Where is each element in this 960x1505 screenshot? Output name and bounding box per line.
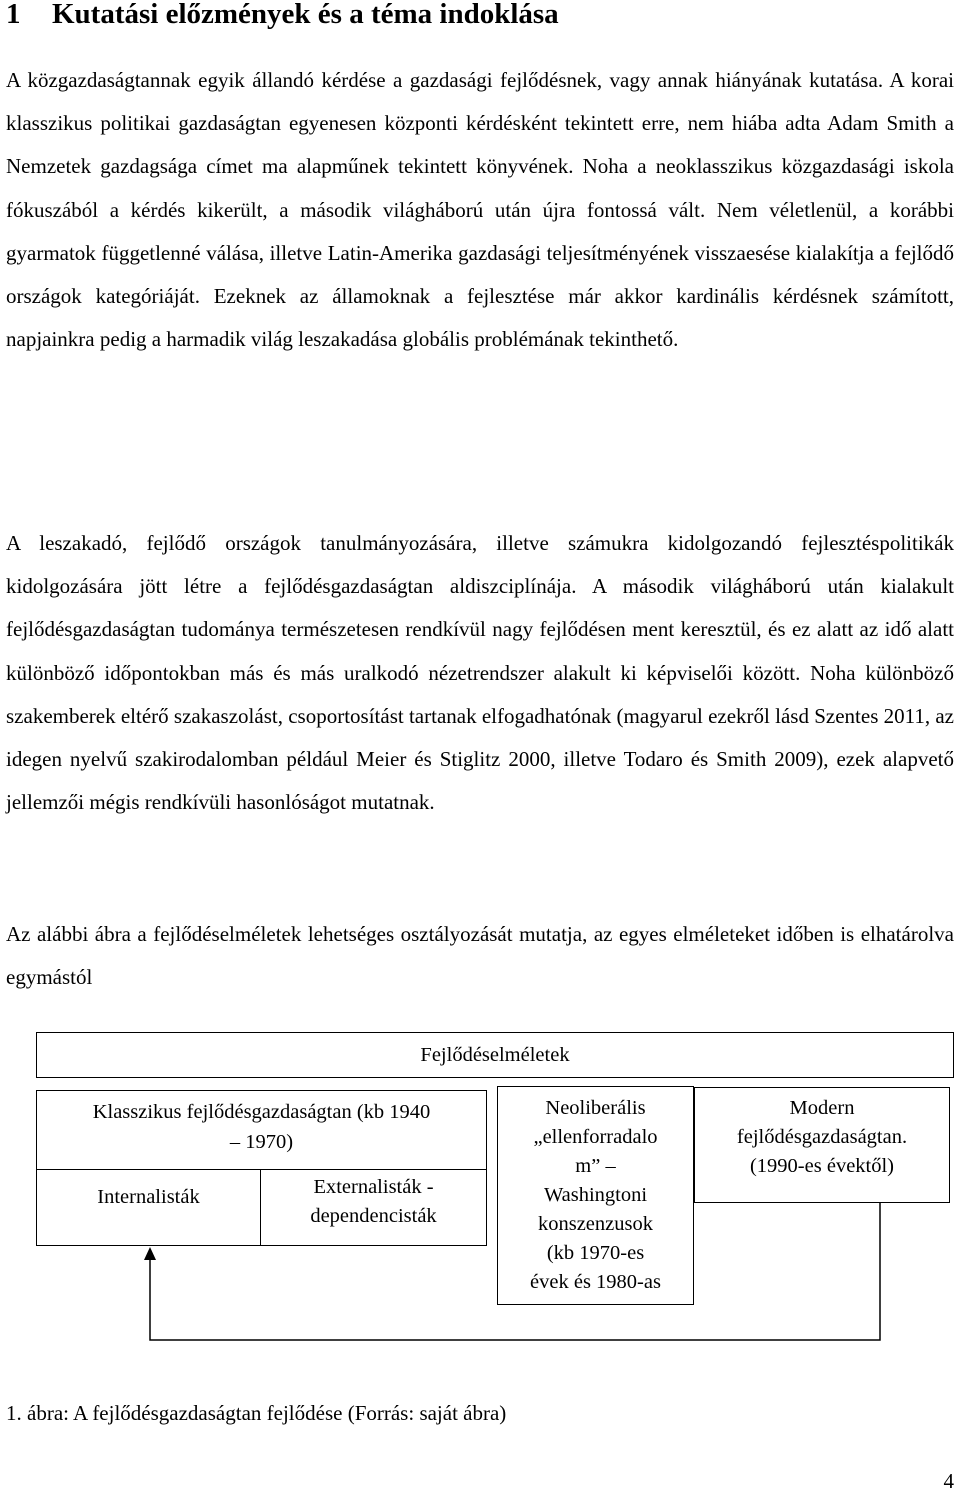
neoliberal-line-2: „ellenforradalo [533,1126,658,1148]
section-heading [6,0,559,34]
diagram-modern-box [694,1087,950,1203]
classical-title-line-2: – 1970) [229,1131,294,1153]
diagram-root-label: Fejlődéselméletek [420,1043,570,1066]
internalists-cell [37,1169,260,1245]
paragraph-3: Az alábbi ábra a fejlődéselméletek lehetséges osztályozását mutatja, az egyes elméleteket időben is elhatárolva egymástól [6,922,954,990]
internalists-label: Internalisták [97,1185,200,1208]
diagram-root-box [36,1032,954,1078]
diagram-classical-box [36,1090,487,1246]
paragraph-2: A leszakadó, fejlődő országok tanulmányozására, illetve számukra kidolgozandó fejlesztéspolitikák kidolgozására jött létre a fejlődésgazdaságtan aldiszciplínája. A második világháború után kialakult fejlődésgazdaságtan tudománya természetesen rendkívül nagy fejlődésen ment keresztül, és ez alatt az idő alatt különböző időpontokban más és más uralkodó nézetrendszer alakult ki képviselői között. Noha különböző szakemberek eltérő szakaszolást, csoportosítást tartanak elfogadhatónak (magyarul ezekről lásd Szentes 2011, az idegen nyelvű szakirodalomban például Meier és Stiglitz 2000, illetve Todaro és Smith 2009), ezek alapvető jellemzői mégis rendkívüli hasonlóságot mutatnak. [6,531,954,815]
modern-line-2: fejlődésgazdaságtan. [736,1126,908,1148]
neoliberal-line-3: m” – [575,1155,616,1177]
classical-title [37,1097,486,1157]
diagram-neoliberal-box [497,1086,694,1305]
figure-caption: 1. ábra: A fejlődésgazdaságtan fejlődése (Forrás: saját ábra) [6,1401,507,1425]
neoliberal-line-4: Washingtoni [543,1184,648,1206]
paragraph-1: A közgazdaságtannak egyik állandó kérdése a gazdasági fejlődésnek, vagy annak hiányának kutatása. A korai klasszikus politikai gazdaságtan egyenesen központi kérdésként tekintett erre, nem hiába adta Adam Smith a Nemzetek gazdagsága címet ma alapműnek tekintett könyvének. Noha a neoklasszikus közgazdasági iskola fókuszából a kérdés kikerült, a második világháború után újra fontossá vált. Nem véletlenül, a korábbi gyarmatok függetlenné válása, illetve Latin-Amerika gazdasági teljesítményének visszaesése kialakítja a fejlődő országok kategóriáját. Ezeknek az államoknak a fejlesztése már akkor kardinális kérdésnek számított, napjainkra pedig a harmadik világ leszakadása globális problémának tekinthető. [6,68,954,352]
externalists-cell [261,1169,486,1245]
externalists-label-line-1: Externalisták - [313,1176,434,1198]
modern-line-1: Modern [789,1097,855,1119]
section-title: Kutatási előzmények és a téma indoklása [52,0,559,30]
externalists-label-line-2: dependencisták [310,1205,437,1227]
page-number: 4 [943,1469,954,1493]
neoliberal-line-5: konszenzusok [537,1213,653,1235]
neoliberal-line-7: évek és 1980-as [530,1271,661,1293]
modern-line-3: (1990-es évektől) [749,1155,895,1177]
section-number: 1 [6,0,21,30]
neoliberal-line-1: Neoliberális [545,1097,646,1119]
classical-title-line-1: Klasszikus fejlődésgazdaságtan (kb 1940 [92,1101,431,1123]
neoliberal-line-6: (kb 1970-es [546,1242,645,1264]
